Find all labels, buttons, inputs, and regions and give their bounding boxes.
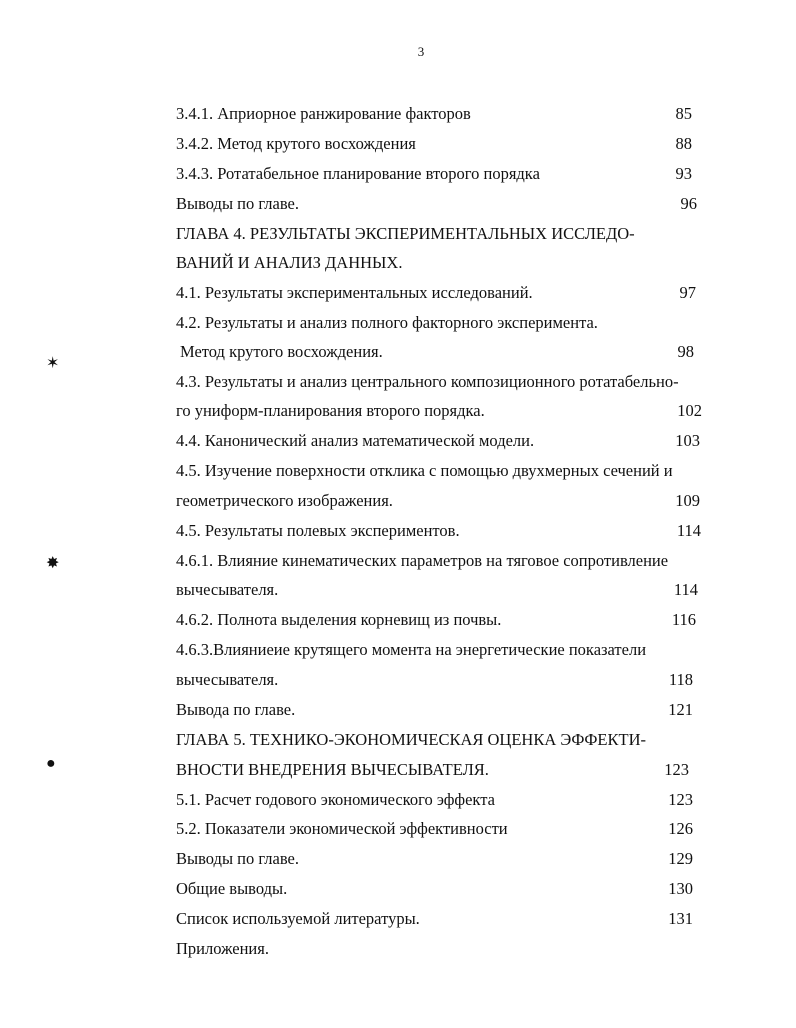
toc-page-number: 123 [664,760,689,779]
toc-entry: 4.5. Изучение поверхности отклика с помощью двухмерных сечений и [176,461,673,480]
margin-mark: ✶ [46,355,60,372]
margin-mark: ✸ [46,555,60,572]
toc-page-number: 116 [671,610,696,629]
toc-page-number: 126 [668,819,693,838]
toc-page-number: 109 [675,491,700,510]
toc-entry: Метод крутого восхождения. [180,342,383,361]
toc-entry: Приложения. [176,939,269,958]
toc-entry: 3.4.2. Метод крутого восхождения [176,134,416,153]
toc-page-number: 121 [668,700,693,719]
toc-entry: 4.5. Результаты полевых экспериментов. [176,521,460,540]
toc-entry: Вывода по главе. [176,700,296,719]
toc-entry: 4.6.3.Влияниеие крутящего момента на энергетические показатели [176,640,647,659]
toc-entry: Выводы по главе. [176,849,299,868]
toc-page-number: 130 [668,879,693,898]
toc-page-number: 102 [677,401,702,420]
toc-page-number: 88 [675,134,692,153]
chapter-heading: ГЛАВА 4. РЕЗУЛЬТАТЫ ЭКСПЕРИМЕНТАЛЬНЫХ ИССЛЕДО- [176,224,635,243]
toc-entry: геометрического изображения. [176,491,393,510]
toc-entry: 4.1. Результаты экспериментальных исследований. [176,283,533,302]
toc-entry: Выводы по главе. [176,194,299,213]
toc-page-number: 114 [673,580,698,599]
toc-entry: 4.3. Результаты и анализ центрального композиционного ротатабельно- [176,372,679,391]
toc-entry: Список используемой литературы. [176,909,420,928]
chapter-heading: ГЛАВА 5. ТЕХНИКО-ЭКОНОМИЧЕСКАЯ ОЦЕНКА ЭФФЕКТИ- [176,730,646,749]
toc-page-number: 123 [668,790,693,809]
toc-entry: 5.2. Показатели экономической эффективности [176,819,508,838]
toc-entry: вычесывателя. [176,670,279,689]
toc-page-number: 93 [675,164,692,183]
chapter-heading: ВНОСТИ ВНЕДРЕНИЯ ВЫЧЕСЫВАТЕЛЯ. [176,760,489,779]
toc-entry: го униформ-планирования второго порядка. [176,401,485,420]
toc-page-number: 97 [679,283,696,302]
toc-entry: Общие выводы. [176,879,288,898]
toc-entry: 4.6.1. Влияние кинематических параметров на тяговое сопротивление [176,551,669,570]
toc-page-number: 114 [676,521,701,540]
toc-page-number: 98 [677,342,694,361]
page-number: 3 [417,44,425,59]
toc-entry: 4.6.2. Полнота выделения корневищ из почвы. [176,610,502,629]
toc-page-number: 118 [668,670,693,689]
toc-entry: 3.4.1. Априорное ранжирование факторов [176,104,471,123]
toc-entry: 5.1. Расчет годового экономического эффекта [176,790,495,809]
toc-entry: вычесывателя. [176,580,279,599]
chapter-heading: ВАНИЙ И АНАЛИЗ ДАННЫХ. [176,253,403,272]
toc-page-number: 131 [668,909,693,928]
toc-entry: 3.4.3. Ротатабельное планирование второго порядка [176,164,540,183]
toc-entry: 4.2. Результаты и анализ полного факторного эксперимента. [176,313,598,332]
toc-entry: 4.4. Канонический анализ математической модели. [176,431,535,450]
toc-page-number: 96 [680,194,697,213]
margin-mark: ● [46,755,56,772]
toc-page-number: 85 [675,104,692,123]
toc-page-number: 129 [668,849,693,868]
toc-page-number: 103 [675,431,700,450]
